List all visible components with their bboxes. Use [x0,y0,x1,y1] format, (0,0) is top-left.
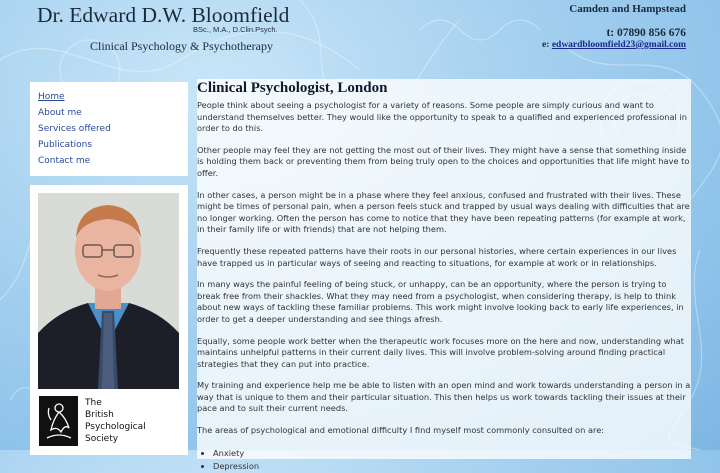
main-content [197,79,691,471]
nav-item-about-me[interactable]: About me [38,108,82,118]
bps-text [85,397,146,445]
paragraph: In other cases, a person might be in a phase where they feel anxious, confused and frustrated with their lives. These might be times of personal pain, when a person feels stuck and trapped by usual ways dealing with difficulties that are no longer working. Often the person has come to notice that they have been repeating patterns (for example at work, in their family life or with friends) that are not helping them. [197,189,690,235]
difficulty-list [197,447,691,473]
main-navigation [30,82,188,176]
bps-text-line: Society [85,434,119,444]
sidebar-box [30,185,188,455]
bps-logo-block [38,395,188,451]
location: Camden and Hampstead [569,3,686,15]
page-heading: Clinical Psychologist, London [197,80,388,96]
email-row [542,40,686,50]
paragraph: Frequently these repeated patterns have their roots in our personal histories, where certain experiences in our lives have trapped us in particular ways of seeing and reacting to situations, for example at work or in relationships. [197,245,677,268]
qualifications: BSc., M.A., D.Clin.Psych. [193,25,278,34]
phone-number: t: 07890 856 676 [606,27,686,39]
nav-item-publications[interactable]: Publications [38,140,93,150]
email-label: e: [542,40,550,50]
bps-logo-icon [39,396,78,446]
site-tagline: Clinical Psychology & Psychotherapy [90,39,273,53]
paragraph: The areas of psychological and emotional difficulty I find myself most commonly consulted on are: [197,425,605,436]
nav-item-home[interactable]: Home [38,92,65,102]
paragraph: Other people may feel they are not getting the most out of their lives. They might have a sense that something inside is holding them back or preventing them from being truly open to the choices and opportunities that life might have to offer. [197,144,690,178]
email-link[interactable]: edwardbloomfield23@gmail.com [551,40,686,50]
nav-item-services-offered[interactable]: Services offered [38,124,111,134]
paragraph: Equally, some people work better when the therapeutic work focuses more on the here and now, understanding what maintains unhelpful patterns in their current daily lives. This will involve problem-solving around finding practical strategies that they can put into practice. [197,335,684,369]
paragraph: My training and experience help me be able to listen with an open mind and work towards understanding a person in a way that is unique to them and their particular situation. This then helps us work towards tackling their issues at their pace and to suit their current needs. [197,380,691,414]
list-item: • Depression [213,460,691,473]
bps-text-line: Psychological [85,422,146,432]
paragraph: In many ways the painful feeling of being stuck, or unhappy, can be an opportunity, where the person is trying to break free from their shackles. What they may need from a psychologist, when considering therapy, is help to think about new ways of tackling these familiar problems. This work might involve looking back to early life experiences, in order to get a deeper understanding and see things afresh. [197,279,684,324]
paragraph: People think about seeing a psychologist for a variety of reasons. Some people are simply curious and want to understand themselves better. They would like the opportunity to speak to a qualified and experienced professional in order to do this. [197,100,687,134]
contact-block [542,3,686,50]
site-title: Dr. Edward D.W. Bloomfield [37,3,290,27]
bps-text-line: British [85,410,114,420]
profile-photo [38,193,179,389]
bps-text-line: The [85,398,102,408]
list-item: • Anxiety [213,447,691,460]
nav-item-contact-me[interactable]: Contact me [38,156,91,166]
